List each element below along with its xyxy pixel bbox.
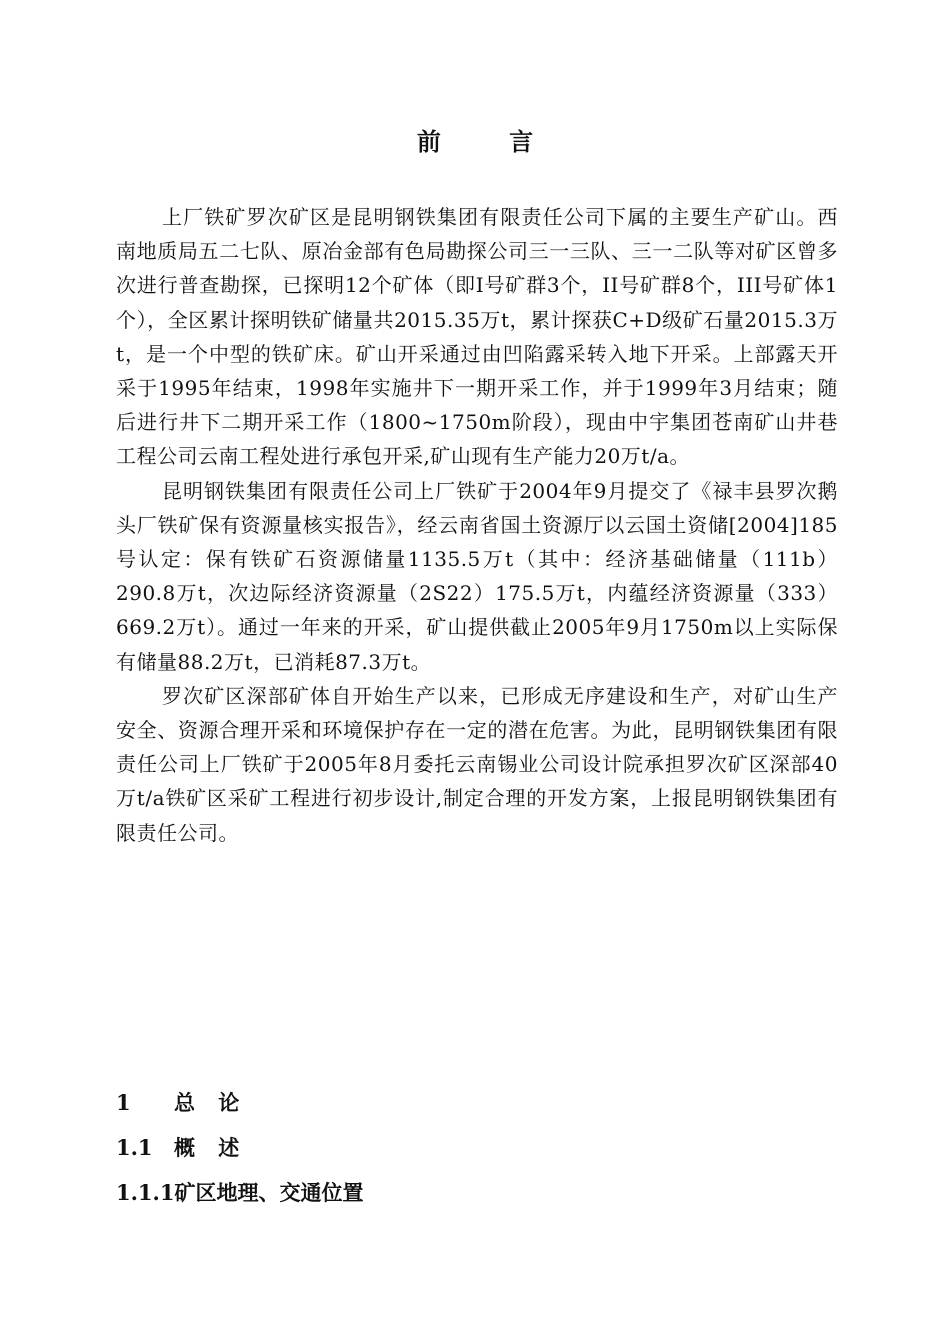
- subsection-heading: [116, 1178, 363, 1208]
- preface-body: [116, 200, 838, 850]
- preface-paragraph-2: 昆明钢铁集团有限责任公司上厂铁矿于2004年9月提交了《禄丰县罗次鹅头厂铁矿保有资源量核实报告》，经云南省国土资源厅以云国土资储[2004]185号认定：保有铁矿石资源储量1135.5万t（其中：经济基础储量（111b）290.8万t，次边际经济资源量（2S22）175.5万t，内蕴经济资源量（333）669.2万t）。通过一年来的开采，矿山提供截止2005年9月1750m以上实际保有储量88.2万t，已消耗87.3万t。: [116, 478, 838, 674]
- section-number: 1.1: [116, 1135, 153, 1160]
- chapter-title: 总 论: [174, 1090, 248, 1115]
- chapter-number: 1: [116, 1090, 131, 1115]
- subsection-title: 矿区地理、交通位置: [174, 1180, 364, 1205]
- preface-paragraph-3: 罗次矿区深部矿体自开始生产以来，已形成无序建设和生产，对矿山生产安全、资源合理开采和环境保护存在一定的潜在危害。为此，昆明钢铁集团有限责任公司上厂铁矿于2005年8月委托云南锡业公司设计院承担罗次矿区深部40万t/a铁矿区采矿工程进行初步设计,制定合理的开发方案，上报昆明钢铁集团有限责任公司。: [116, 683, 838, 845]
- section-title: 概 述: [174, 1135, 248, 1160]
- subsection-number: 1.1.1: [116, 1180, 175, 1205]
- section-heading: [116, 1133, 247, 1163]
- preface-paragraph-1: 上厂铁矿罗次矿区是昆明钢铁集团有限责任公司下属的主要生产矿山。西南地质局五二七队、原冶金部有色局勘探公司三一三队、三一二队等对矿区曾多次进行普查勘探，已探明12个矿体（即I号矿群3个，II号矿群8个，III号矿体1个），全区累计探明铁矿储量共2015.35万t，累计探获C+D级矿石量2015.3万t，是一个中型的铁矿床。矿山开采通过由凹陷露采转入地下开采。上部露天开采于1995年结束，1998年实施井下一期开采工作，并于1999年3月结束；随后进行井下二期开采工作（1800~1750m阶段），现由中宇集团苍南矿山井巷工程公司云南工程处进行承包开采,矿山现有生产能力20万t/a。: [116, 205, 838, 469]
- chapter-heading: [116, 1088, 247, 1118]
- page-title: 前 言: [416, 127, 564, 156]
